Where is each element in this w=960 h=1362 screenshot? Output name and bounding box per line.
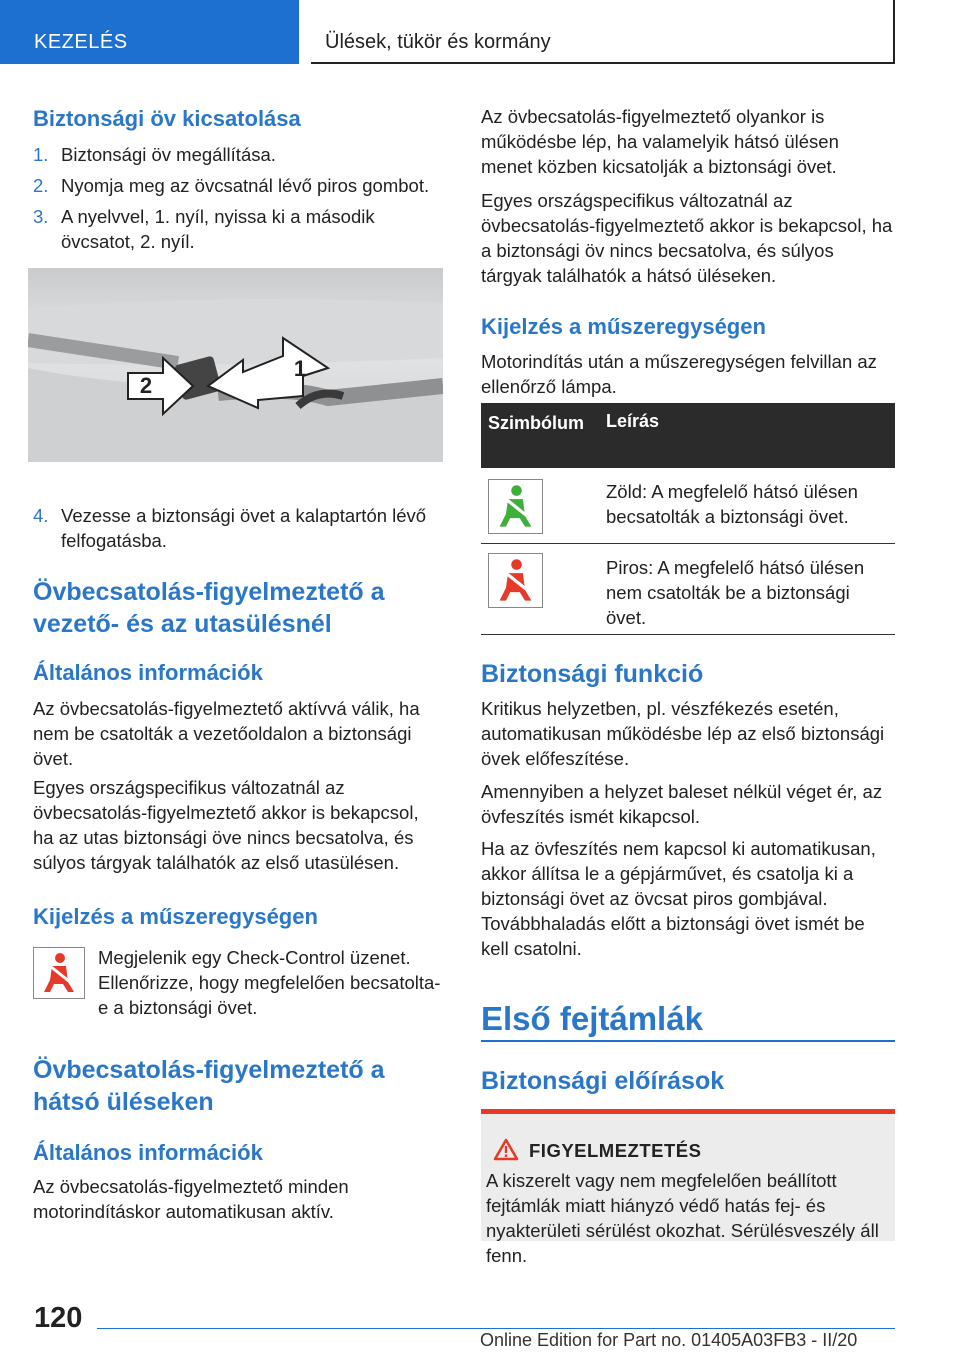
header-section-tab — [0, 0, 299, 64]
header-section: KEZELÉS — [34, 31, 128, 53]
header-chapter: Ülések, tükör és kormány — [325, 31, 551, 53]
table-header — [481, 403, 895, 468]
footer-divider — [97, 1328, 895, 1329]
front-section-title: Övbecsatolás-figyelmeztető a vezető- és az utasülésnél — [33, 578, 385, 638]
warning-box — [481, 1109, 895, 1266]
table-row — [481, 468, 895, 544]
arrow-label-1: 1 — [293, 356, 307, 381]
seatbelt-warning-icon — [33, 947, 85, 999]
table-row — [481, 544, 895, 635]
safety-function-title: Biztonsági funkció — [481, 660, 704, 688]
fasten-title: Biztonsági öv kicsatolása — [33, 106, 301, 131]
seatbelt-green-icon — [488, 479, 543, 534]
warning-title: FIGYELMEZTETÉS — [529, 1140, 702, 1161]
steps-list-2 — [33, 503, 443, 559]
header-chapter-tab — [311, 0, 895, 64]
right-paragraph-1: Az övbecsatolás-figyelmeztető olyankor is működésbe lép, ha valamelyik hátsó ülésen menet közben kicsatolják a biztonsági övet. — [481, 106, 839, 177]
steps-list — [33, 142, 443, 260]
table-cell-description: Zöld: A megfelelő hátsó ülésen becsatolták a biztonsági övet. — [606, 481, 858, 527]
general-paragraph-1: Az övbecsatolás-figyelmeztető aktívvá válik, ha nem be csatolták a vezetőoldalon a biztonsági övet. — [33, 698, 420, 769]
display-text-2: Motorindítás után a műszeregységen felvillan az ellenőrző lámpa. — [481, 351, 877, 397]
headrest-divider — [481, 1040, 895, 1042]
step-item: 3. A nyelvvel, 1. nyíl, nyissa ki a második övcsatot, 2. nyíl. — [33, 206, 375, 252]
step-item: 2. Nyomja meg az övcsatnál lévő piros gombot. — [33, 175, 430, 196]
table-cell-description: Piros: A megfelelő hátsó ülésen nem csatolták be a biztonsági övet. — [606, 557, 865, 628]
right-paragraph-2: Egyes országspecifikus változatnál az övbecsatolás-figyelmeztető akkor is bekapcsol, ha a biztonsági öv nincs becsatolva, és súlyos tárgyak találhatók a hátsó üléseken. — [481, 190, 893, 286]
column-header-description: Leírás — [606, 411, 660, 431]
footer-edition: Online Edition for Part no. 01405A03FB3 - II/20 — [480, 1330, 858, 1350]
general-paragraph-3: Az övbecsatolás-figyelmeztető minden motorindításkor automatikusan aktív. — [33, 1176, 349, 1222]
display-title-1: Kijelzés a műszeregységen — [33, 904, 318, 929]
symbol-table — [481, 403, 895, 635]
warning-triangle-icon — [493, 1138, 519, 1161]
safety-paragraph-3: Ha az övfeszítés nem kapcsol ki automatikusan, akkor állítsa le a gépjárművet, és csatolja ki a biztonsági övet az övcsat piros gombjával. Továbbhaladás előtt a biztonsági övet ismét be kell csatolni. — [481, 838, 876, 959]
general-title-1: Általános információk — [33, 660, 263, 685]
safety-paragraph-2: Amennyiben a helyzet baleset nélkül véget ér, az övfeszítés ismét kikapcsol. — [481, 781, 883, 827]
seatbelt-photo — [28, 268, 443, 462]
warning-text: A kiszerelt vagy nem megfelelően beállított fejtámlák miatt hiányzó védő hatás fej- és nyakterületi sérülést okozhat. Sérülésveszély áll fenn. — [486, 1170, 879, 1266]
step-item: 4. Vezesse a biztonsági övet a kalaptartón lévő felfogatásba. — [33, 505, 427, 551]
page-number: 120 — [34, 1302, 83, 1334]
step-item: 1. Biztonsági öv megállítása. — [33, 144, 276, 165]
seatbelt-red-icon — [488, 553, 543, 608]
display-text-1: Megjelenik egy Check-Control üzenet. Ellenőrizze, hogy megfelelően becsatolta-e a biztonsági övet. — [98, 947, 441, 1018]
arrow-label-2: 2 — [139, 373, 153, 398]
general-title-2: Általános információk — [33, 1140, 263, 1165]
headrest-title: Első fejtámlák — [481, 1000, 703, 1037]
safety-paragraph-1: Kritikus helyzetben, pl. vészfékezés esetén, automatikusan működésbe lép az első biztonsági övek előfeszítése. — [481, 698, 885, 769]
display-title-2: Kijelzés a műszeregységen — [481, 314, 766, 339]
column-header-symbol: Szimbólum — [488, 413, 585, 433]
general-paragraph-2: Egyes országspecifikus változatnál az övbecsatolás-figyelmeztető akkor is bekapcsol, ha az utas biztonsági öve nincs becsatolva, és súlyos tárgyak találhatók az első utasülésen. — [33, 777, 419, 873]
safety-rules-title: Biztonsági előírások — [481, 1067, 725, 1095]
rear-section-title: Övbecsatolás-figyelmeztető a hátsó üléseken — [33, 1056, 385, 1116]
